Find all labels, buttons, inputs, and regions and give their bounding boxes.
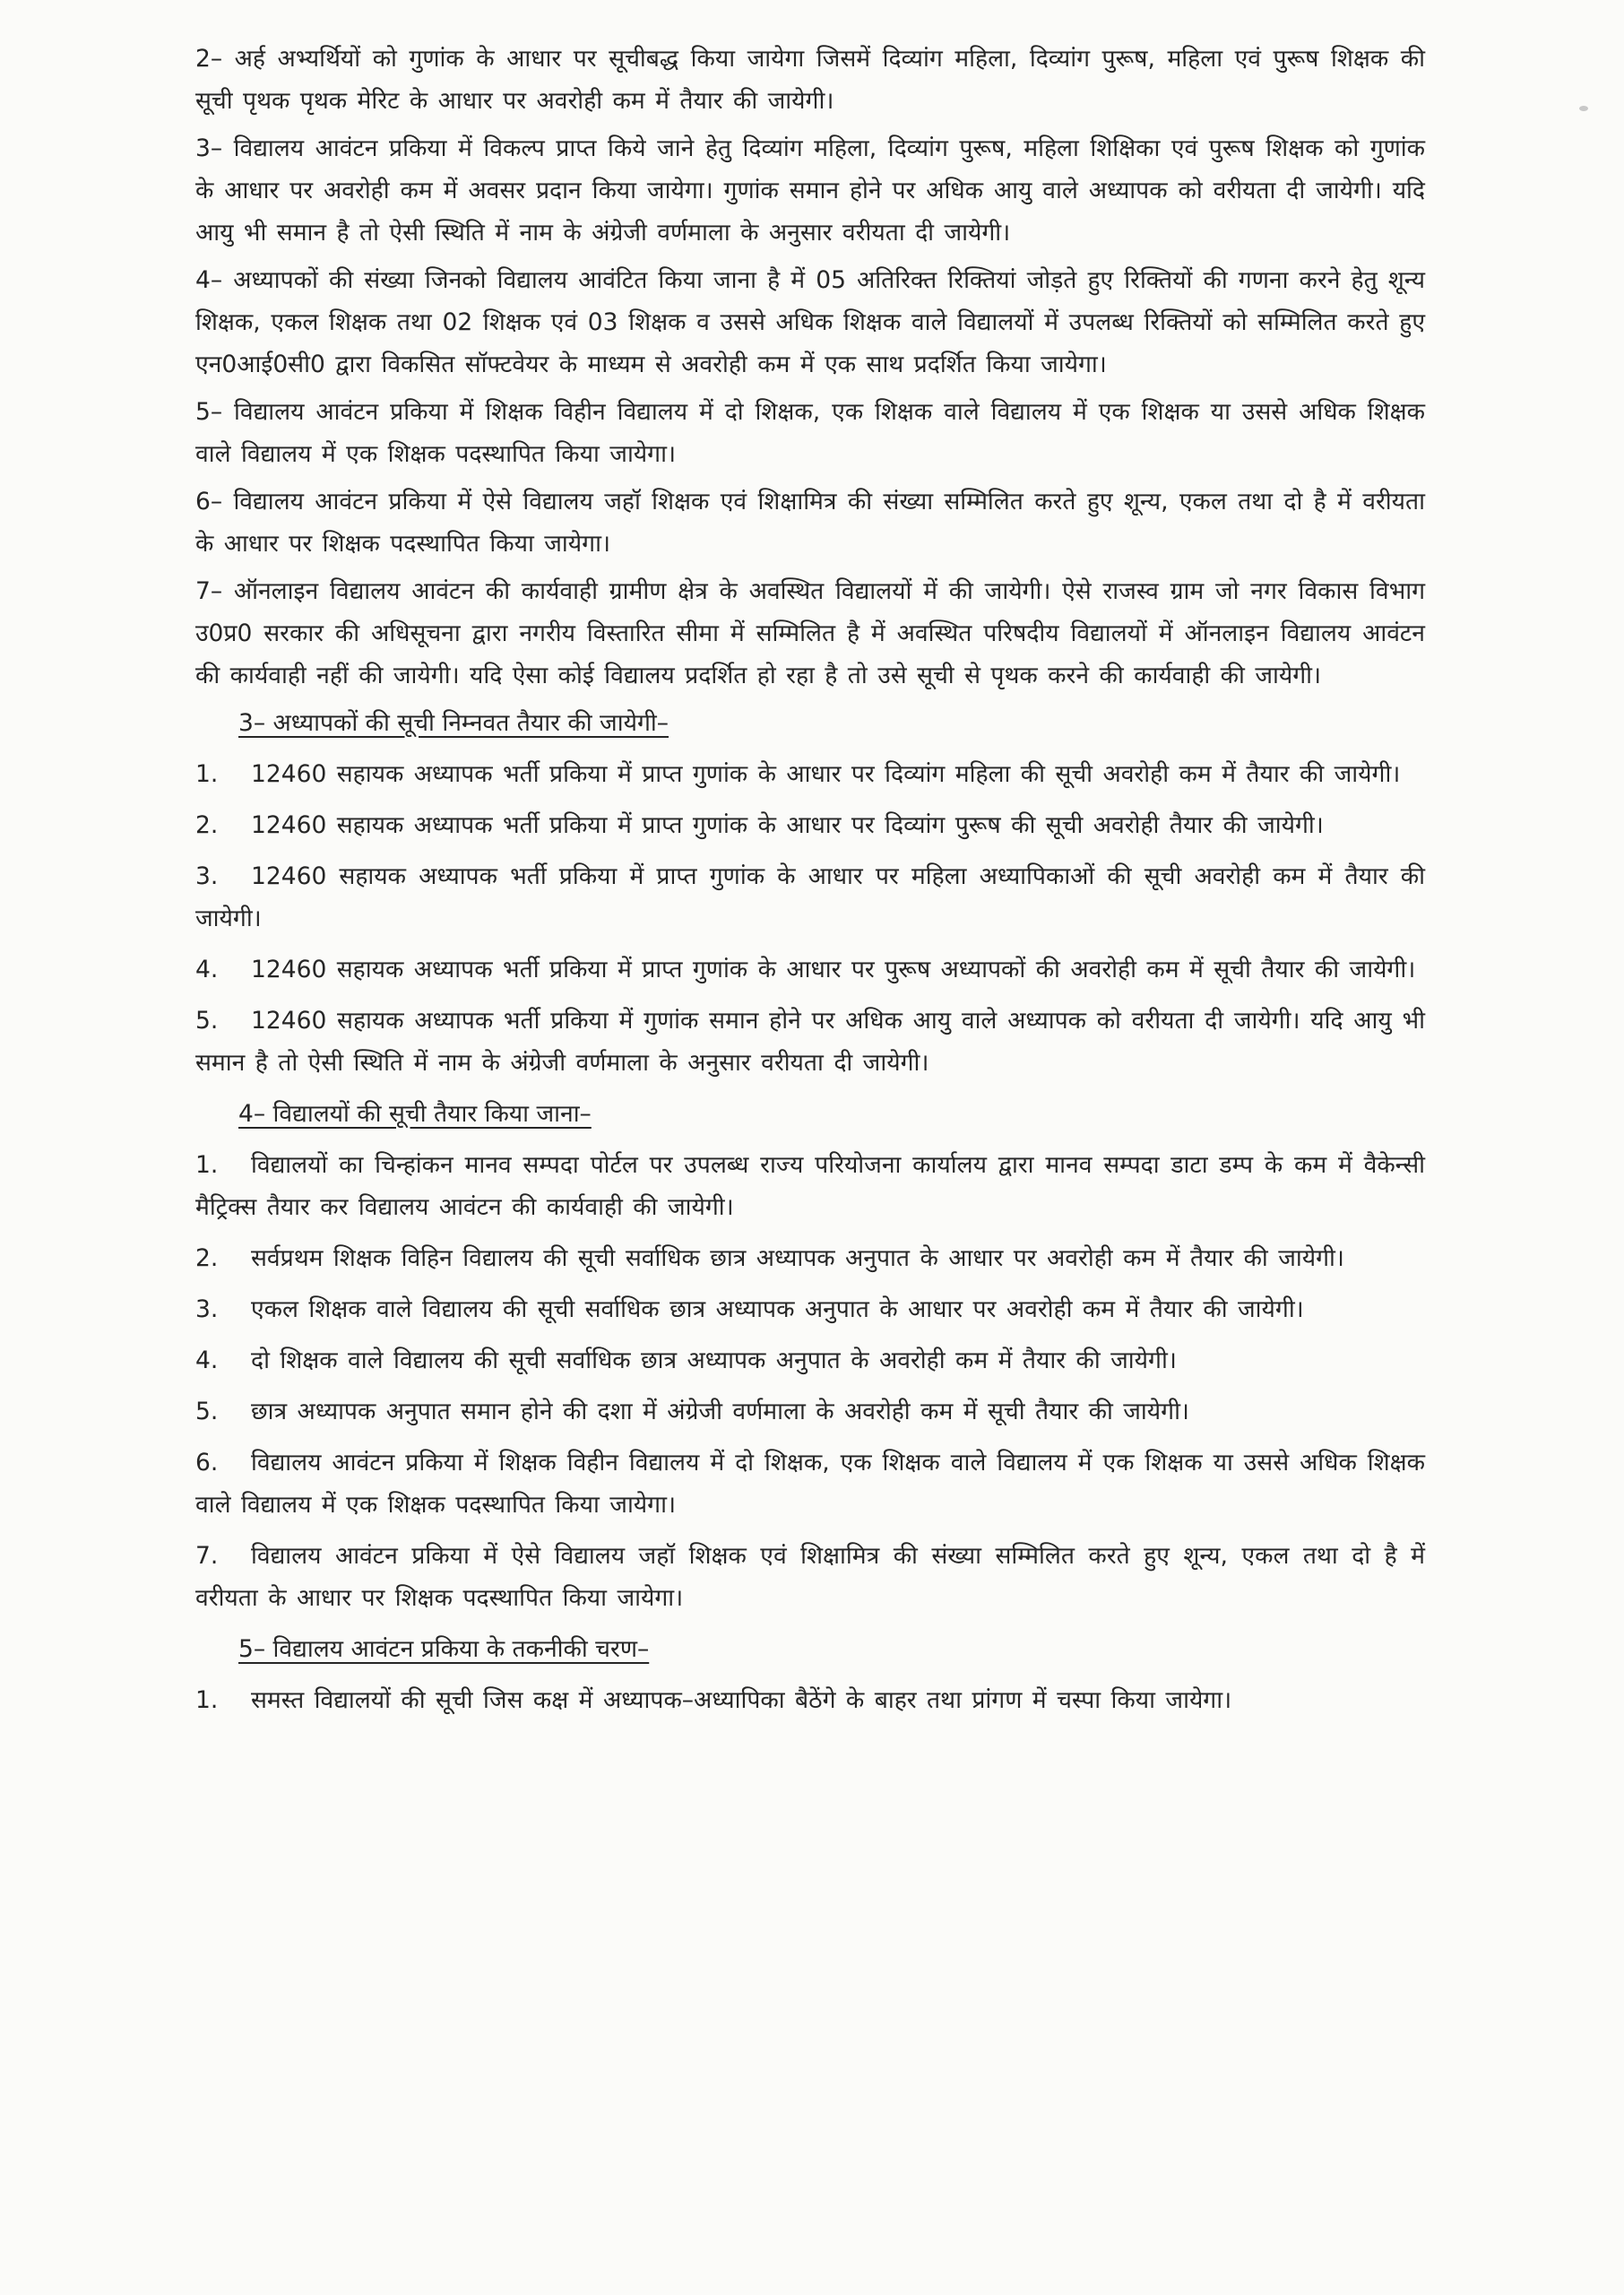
section-5-heading [238, 1628, 1425, 1670]
item-text: विद्यालयों का चिन्हांकन मानव सम्पदा पोर्टल पर उपलब्ध राज्य परियोजना कार्यालय द्वारा मानव सम्पदा डाटा डम्प के कम में वैकेन्सी मैट्रिक्स तैयार कर विद्यालय आवंटन की कार्यवाही की जायेगी। [195, 1151, 1425, 1221]
section-4-item-4 [195, 1339, 1425, 1381]
section-4-item-2 [195, 1237, 1425, 1279]
item-text: सर्वप्रथम शिक्षक विहिन विद्यालय की सूची सर्वाधिक छात्र अध्यापक अनुपात के आधार पर अवरोही कम में तैयार की जायेगी। [251, 1244, 1344, 1272]
section-3-item-1 [195, 753, 1425, 795]
item-text: छात्र अध्यापक अनुपात समान होने की दशा में अंग्रेजी वर्णमाला के अवरोही कम में सूची तैयार की जायेगी। [251, 1398, 1189, 1425]
section-4-heading-text: 4– विद्यालयों की सूची तैयार किया जाना– [238, 1100, 592, 1128]
item-number: 3. [195, 1295, 219, 1323]
item-number: 5. [195, 1398, 219, 1425]
item-number: 5. [195, 1007, 219, 1035]
item-number: 1. [195, 760, 219, 788]
paragraph-5: 5– विद्यालय आवंटन प्रकिया में शिक्षक विहीन विद्यालय में दो शिक्षक, एक शिक्षक वाले विद्यालय में एक शिक्षक या उससे अधिक शिक्षक वाले विद्यालय में एक शिक्षक पदस्थापित किया जायेगा। [195, 398, 1425, 468]
paragraph-6: 6– विद्यालय आवंटन प्रकिया में ऐसे विद्यालय जहॉ शिक्षक एवं शिक्षामित्र की संख्या सम्मिलित करते हुए शून्य, एकल तथा दो है में वरीयता के आधार पर शिक्षक पदस्थापित किया जायेगा। [195, 488, 1425, 558]
section-5-heading-text: 5– विद्यालय आवंटन प्रकिया के तकनीकी चरण– [238, 1635, 650, 1663]
item-text: 12460 सहायक अध्यापक भर्ती प्रकिया में गुणांक समान होने पर अधिक आयु वाले अध्यापक को वरीयता दी जायेगी। यदि आयु भी समान है तो ऐसी स्थिति में नाम के अंग्रेजी वर्णमाला के अनुसार वरीयता दी जायेगी। [195, 1007, 1425, 1077]
section-3-item-3 [195, 855, 1425, 940]
section-3-heading-text: 3– अध्यापकों की सूची निम्नवत तैयार की जायेगी– [238, 709, 669, 737]
section-4-item-1 [195, 1144, 1425, 1228]
item-number: 1. [195, 1686, 219, 1714]
item-text: दो शिक्षक वाले विद्यालय की सूची सर्वाधिक छात्र अध्यापक अनुपात के अवरोही कम में तैयार की जायेगी। [251, 1347, 1177, 1374]
item-number: 2. [195, 811, 219, 839]
scan-speck [1579, 106, 1588, 111]
section-4-item-3 [195, 1288, 1425, 1330]
item-text: समस्त विद्यालयों की सूची जिस कक्ष में अध्यापक–अध्यापिका बैठेंगे के बाहर तथा प्रांगण में चस्पा किया जायेगा। [251, 1686, 1232, 1714]
item-number: 6. [195, 1449, 219, 1477]
item-number: 4. [195, 956, 219, 983]
item-text: एकल शिक्षक वाले विद्यालय की सूची सर्वाधिक छात्र अध्यापक अनुपात के आधार पर अवरोही कम में तैयार की जायेगी। [251, 1295, 1304, 1323]
item-text: विद्यालय आवंटन प्रकिया में शिक्षक विहीन विद्यालय में दो शिक्षक, एक शिक्षक वाले विद्यालय में एक शिक्षक या उससे अधिक शिक्षक वाले विद्यालय में एक शिक्षक पदस्थापित किया जायेगा। [195, 1449, 1425, 1519]
section-3-item-5 [195, 1000, 1425, 1084]
item-text: 12460 सहायक अध्यापक भर्ती प्रकिया में प्राप्त गुणांक के आधार पर महिला अध्यापिकाओं की सूची अवरोही कम में तैयार की जायेगी। [195, 862, 1425, 932]
item-number: 7. [195, 1542, 219, 1570]
item-number: 2. [195, 1244, 219, 1272]
item-text: विद्यालय आवंटन प्रकिया में ऐसे विद्यालय जहॉ शिक्षक एवं शिक्षामित्र की संख्या सम्मिलित करते हुए शून्य, एकल तथा दो है में वरीयता के आधार पर शिक्षक पदस्थापित किया जायेगा। [195, 1542, 1425, 1612]
item-number: 4. [195, 1347, 219, 1374]
paragraph-4: 4– अध्यापकों की संख्या जिनको विद्यालय आवंटित किया जाना है में 05 अतिरिक्त रिक्तियां जोड़ते हुए रिक्तियों की गणना करने हेतु शून्य शिक्षक, एकल शिक्षक तथा 02 शिक्षक एवं 03 शिक्षक व उससे अधिक शिक्षक वाले विद्यालयों में उपलब्ध रिक्तियों को सम्मिलित करते हुए एन0आई0सी0 द्वारा विकसित सॉफ्टवेयर के माध्यम से अवरोही कम में एक साथ प्रदर्शित किया जायेगा। [195, 266, 1425, 378]
paragraph-3: 3– विद्यालय आवंटन प्रकिया में विकल्प प्राप्त किये जाने हेतु दिव्यांग महिला, दिव्यांग पुरूष, महिला शिक्षिका एवं पुरूष शिक्षक को गुणांक के आधार पर अवरोही कम में अवसर प्रदान किया जायेगा। गुणांक समान होने पर अधिक आयु वाले अध्यापक को वरीयता दी जायेगी। यदि आयु भी समान है तो ऐसी स्थिति में नाम के अंग्रेजी वर्णमाला के अनुसार वरीयता दी जायेगी। [195, 134, 1425, 247]
section-4-heading [238, 1093, 1425, 1135]
item-text: 12460 सहायक अध्यापक भर्ती प्रकिया में प्राप्त गुणांक के आधार पर दिव्यांग पुरूष की सूची अवरोही तैयार की जायेगी। [251, 811, 1324, 839]
section-4-item-7 [195, 1535, 1425, 1619]
item-text: 12460 सहायक अध्यापक भर्ती प्रकिया में प्राप्त गुणांक के आधार पर पुरूष अध्यापकों की अवरोही कम में सूची तैयार की जायेगी। [251, 956, 1416, 983]
section-4-item-6 [195, 1442, 1425, 1526]
item-number: 1. [195, 1151, 219, 1179]
item-text: 12460 सहायक अध्यापक भर्ती प्रकिया में प्राप्त गुणांक के आधार पर दिव्यांग महिला की सूची अवरोही कम में तैयार की जायेगी। [251, 760, 1401, 788]
section-4-item-5 [195, 1390, 1425, 1433]
item-number: 3. [195, 862, 219, 890]
paragraph-2: 2– अर्ह अभ्यर्थियों को गुणांक के आधार पर सूचीबद्ध किया जायेगा जिसमें दिव्यांग महिला, दिव्यांग पुरूष, महिला एवं पुरूष शिक्षक की सूची पृथक पृथक मेरिट के आधार पर अवरोही कम में तैयार की जायेगी। [195, 45, 1425, 115]
section-3-item-4 [195, 948, 1425, 991]
section-3-item-2 [195, 804, 1425, 846]
section-5-item-1 [195, 1679, 1425, 1721]
section-3-heading [238, 702, 1425, 744]
paragraph-7: 7– ऑनलाइन विद्यालय आवंटन की कार्यवाही ग्रामीण क्षेत्र के अवस्थित विद्यालयों में की जायेगी। ऐसे राजस्व ग्राम जो नगर विकास विभाग उ0प्र0 सरकार की अधिसूचना द्वारा नगरीय विस्तारित सीमा में सम्मिलित है में अवस्थित परिषदीय विद्यालयों में ऑनलाइन विद्यालय आवंटन की कार्यवाही नहीं की जायेगी। यदि ऐसा कोई विद्यालय प्रदर्शित हो रहा है तो उसे सूची से पृथक करने की कार्यवाही की जायेगी। [195, 577, 1425, 689]
